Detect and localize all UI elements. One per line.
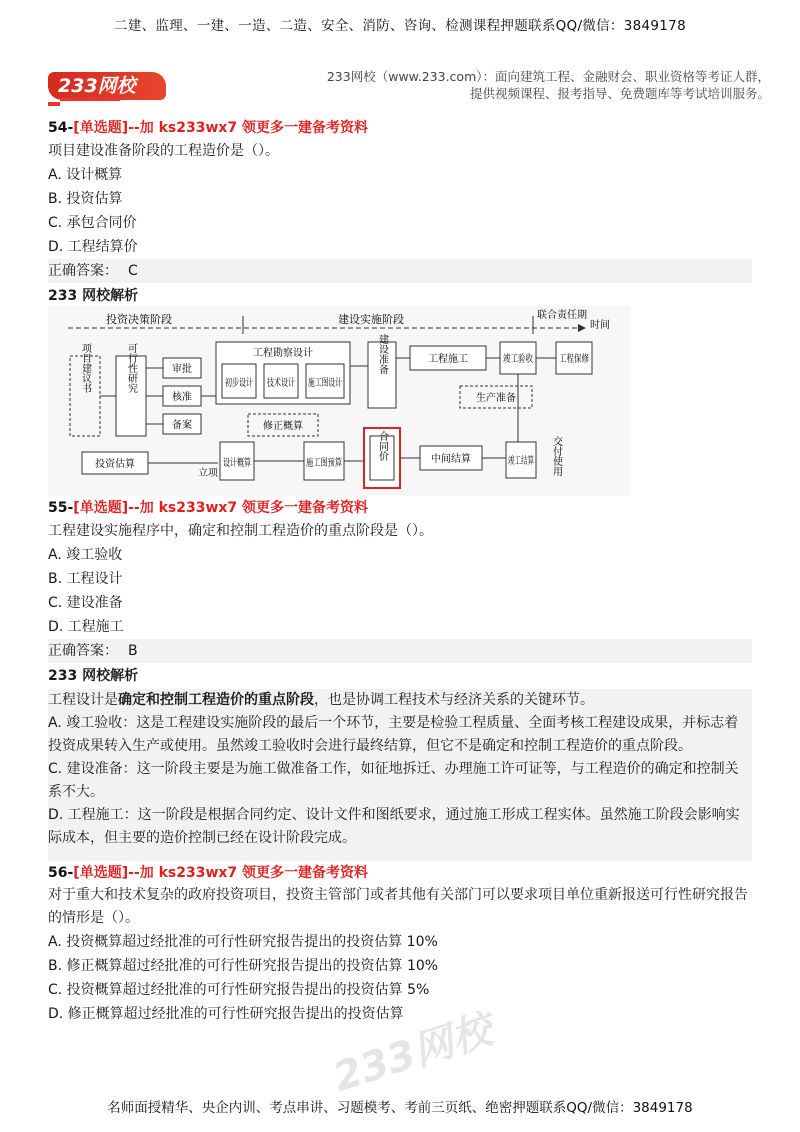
question-number: 54- xyxy=(48,120,74,136)
label-maintenance: 工程保修 xyxy=(559,354,599,365)
label-approval: 立项 xyxy=(198,468,218,479)
label-prep: 建设准备 xyxy=(376,334,388,374)
label-contract-price: 合同价 xyxy=(376,431,388,461)
label-invest-estimate: 投资估算 xyxy=(95,459,135,470)
question-54-header xyxy=(48,117,752,139)
label-interim-settlement: 中间结算 xyxy=(431,454,471,465)
label-tech: 技术设计 xyxy=(267,378,307,389)
process-diagram-svg xyxy=(48,306,630,496)
question-55-header xyxy=(48,497,752,519)
option-d[interactable]: D. 工程结算价 xyxy=(48,239,138,255)
analysis-c: C. 建设准备：这一阶段主要是为施工做准备工作，如征地拆迁、办理施工许可证等，与工程造价的确定和控制关系不大。 xyxy=(48,761,739,800)
option-d[interactable]: D. 工程施工 xyxy=(48,619,124,635)
analysis-lead-text-b: ，也是协调工程技术与经济关系的关键环节。 xyxy=(314,692,594,708)
label-construction: 工程施工 xyxy=(428,354,468,365)
analysis-a: A. 竣工验收：这是工程建设实施阶段的最后一个环节，主要是检验工程质量、全面考核工程建设成果，并标志着投资成果转入生产或使用。虽然竣工验收时会进行最终结算，但它不是确定和控制工程造价的重点阶段。 xyxy=(48,715,739,754)
question-tag: [单选题]--加 ks233wx7 领更多一建备考资料 xyxy=(73,500,369,516)
option-d[interactable]: D. 修正概算超过经批准的可行性研究报告提出的投资估算 xyxy=(48,1006,404,1022)
analysis-lead xyxy=(48,689,752,712)
process-diagram xyxy=(48,306,630,496)
correct-answer-55 xyxy=(48,639,752,663)
option-b[interactable]: B. 工程设计 xyxy=(48,571,123,587)
top-banner: 二建、监理、一建、一造、二造、安全、消防、咨询、检测课程押题联系QQ/微信：3849178 xyxy=(114,18,686,34)
option-a[interactable]: A. 竣工验收 xyxy=(48,547,123,563)
label-verify: 核准 xyxy=(172,392,192,403)
answer-value: B xyxy=(128,643,138,659)
label-drawing-budget: 施工图预算 xyxy=(306,458,356,469)
label-survey-design: 工程勘察设计 xyxy=(253,348,313,359)
option-a[interactable]: A. 设计概算 xyxy=(48,167,123,183)
label-acceptance: 竣工验收 xyxy=(503,354,543,365)
question-54 xyxy=(48,117,752,259)
analysis-lead-text-a: 工程设计是 xyxy=(48,692,118,708)
analysis-lead-bold: 确定和控制工程造价的重点阶段 xyxy=(118,692,314,708)
analysis-body-55 xyxy=(48,689,752,861)
label-approve: 审批 xyxy=(172,364,192,375)
option-c[interactable]: C. 承包合同价 xyxy=(48,215,137,231)
question-56-header xyxy=(48,862,752,884)
question-55 xyxy=(48,497,752,639)
question-stem: 对于重大和技术复杂的政府投资项目，投资主管部门或者其他有关部门可以要求项目单位重新报送可行性研究报告的情形是（）。 xyxy=(48,887,748,926)
answer-value: C xyxy=(128,263,138,279)
question-number: 55- xyxy=(48,500,74,516)
label-prelim: 初步设计 xyxy=(225,378,265,389)
label-production-prep: 生产准备 xyxy=(476,393,516,404)
logo-underline xyxy=(60,98,120,101)
question-tag: [单选题]--加 ks233wx7 领更多一建备考资料 xyxy=(73,120,369,136)
phase-warranty: 联合责任期 xyxy=(537,310,587,321)
answer-label: 正确答案： xyxy=(48,643,118,659)
question-stem: 工程建设实施程序中，确定和控制工程造价的重点阶段是（）。 xyxy=(48,523,433,539)
answer-label: 正确答案： xyxy=(48,263,118,279)
question-stem: 项目建设准备阶段的工程造价是（）。 xyxy=(48,143,279,159)
header-desc-line1: 233网校（www.233.com）：面向建筑工程、金融财会、职业资格等考证人群， xyxy=(326,69,770,84)
site-logo[interactable]: 233网校 xyxy=(48,72,166,100)
label-delivery: 交付使用 xyxy=(550,436,562,476)
header-desc-line2: 提供视频课程、报考指导、免费题库等考试培训服务。 xyxy=(469,86,770,101)
analysis-title-54: 233 网校解析 xyxy=(48,288,139,304)
phase-time: 时间 xyxy=(590,320,610,331)
header-description xyxy=(290,68,770,102)
option-b[interactable]: B. 投资估算 xyxy=(48,191,123,207)
option-a[interactable]: A. 投资概算超过经批准的可行性研究报告提出的投资估算 10% xyxy=(48,934,438,950)
label-final-settlement: 竣工结算 xyxy=(508,456,548,467)
phase-build: 建设实施阶段 xyxy=(338,313,404,326)
footer-banner: 名师面授精华、央企内训、考点串讲、习题模考、考前三页纸、绝密押题联系QQ/微信：3849178 xyxy=(107,1100,693,1116)
phase-invest: 投资决策阶段 xyxy=(106,313,172,326)
question-number: 56- xyxy=(48,865,74,881)
label-proposal: 项目建议书 xyxy=(79,343,91,393)
watermark-logo: 233网校 xyxy=(327,1006,498,1101)
analysis-d: D. 工程施工：这一阶段是根据合同约定、设计文件和图纸要求，通过施工形成工程实体。虽然施工阶段会影响实际成本，但主要的造价控制已经在设计阶段完成。 xyxy=(48,807,740,846)
label-revise: 修正概算 xyxy=(263,421,303,432)
label-feasibility: 可行性研究 xyxy=(125,343,137,393)
question-tag: [单选题]--加 ks233wx7 领更多一建备考资料 xyxy=(73,865,369,881)
question-56 xyxy=(48,862,752,1026)
option-b[interactable]: B. 修正概算超过经批准的可行性研究报告提出的投资估算 10% xyxy=(48,958,439,974)
analysis-title-55: 233 网校解析 xyxy=(48,668,139,684)
correct-answer-54 xyxy=(48,259,752,283)
label-record: 备案 xyxy=(172,420,192,431)
label-drawing-design: 施工图设计 xyxy=(308,378,358,389)
label-design-estimate: 设计概算 xyxy=(223,458,263,469)
option-c[interactable]: C. 建设准备 xyxy=(48,595,123,611)
option-c[interactable]: C. 投资概算超过经批准的可行性研究报告提出的投资估算 5% xyxy=(48,982,430,998)
logo-accent xyxy=(48,102,60,106)
